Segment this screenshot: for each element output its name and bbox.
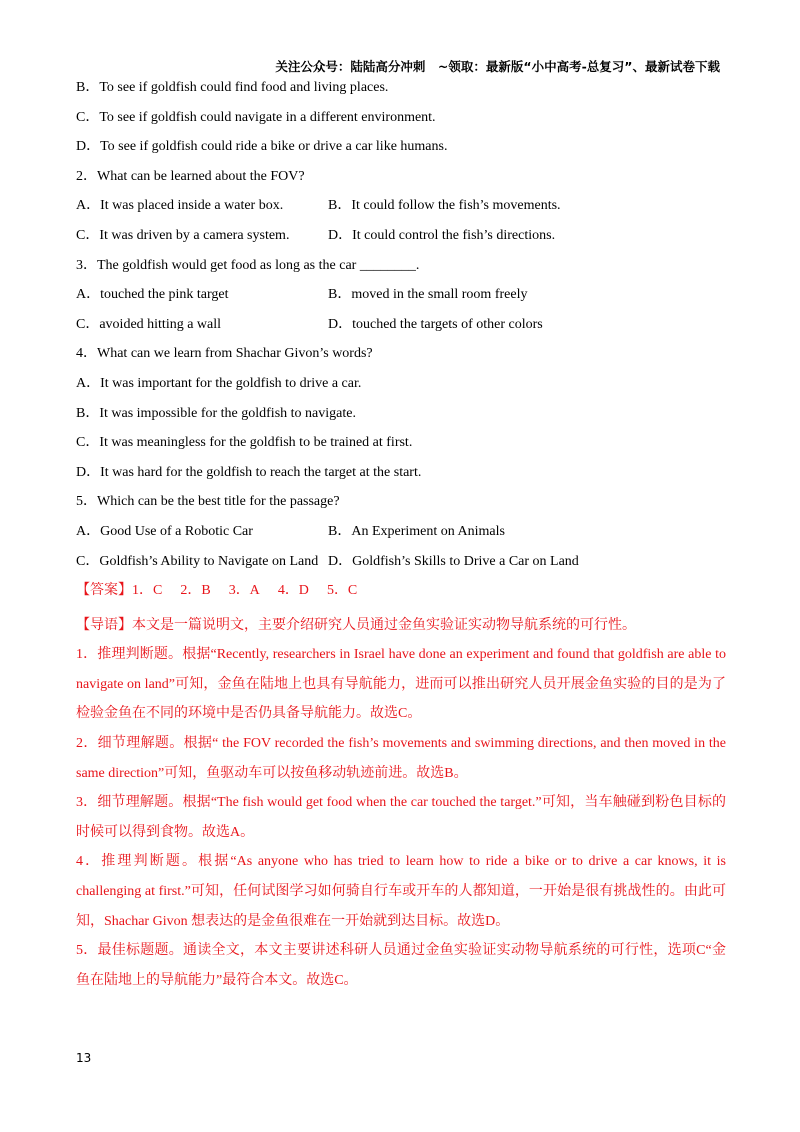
explanation-2: 2．细节理解题。根据“ the FOV recorded the fish’s movements and swimming directions, and then moved in the same direction”可知，鱼驱动车可以按鱼移动轨迹前进。故选B。 <box>76 736 726 781</box>
answer-item: 5．C <box>326 583 358 599</box>
explanation-3: 3．细节理解题。根据“The fish would get food when the car touched the target.”可知，当车触碰到粉色目标的时候可以得到食物。故选A。 <box>76 795 726 840</box>
answer-line <box>76 581 726 611</box>
q2-option-a: A．It was placed inside a water box. <box>76 198 284 214</box>
q4-option-d: D．It was hard for the goldfish to reach the target at the start. <box>76 464 422 480</box>
q2-options-row-1 <box>76 196 726 226</box>
q3-stem: 3．The goldfish would get food as long as the car ________. <box>76 257 420 273</box>
q5-option-b: B．An Experiment on Animals <box>328 523 505 539</box>
q3-options-row-1 <box>76 285 726 315</box>
q5-option-a: A．Good Use of a Robotic Car <box>76 523 253 539</box>
q1-option-b: B．To see if goldfish could find food and living places. <box>76 80 389 95</box>
q3-options-row-2 <box>76 315 726 345</box>
q1-option-c: C．To see if goldfish could navigate in a different environment. <box>76 109 436 125</box>
answer-item: 1．C <box>132 583 163 599</box>
q5-option-d: D．Goldfish’s Skills to Drive a Car on Land <box>328 553 579 569</box>
q4-stem: 4．What can we learn from Shachar Givon’s words? <box>76 346 373 362</box>
intro-paragraph: 【导语】本文是一篇说明文，主要介绍研究人员通过金鱼实验证实动物导航系统的可行性。 <box>76 617 636 633</box>
page-number: 13 <box>76 1051 92 1065</box>
q5-stem: 5．Which can be the best title for the passage? <box>76 494 340 510</box>
q2-option-c: C．It was driven by a camera system. <box>76 227 290 243</box>
q2-options-row-2 <box>76 226 726 256</box>
explanation-block <box>76 611 726 996</box>
q5-options-row-1 <box>76 522 726 552</box>
explanation-4: 4．推理判断题。根据“As anyone who has tried to learn how to ride a bike or to drive a car knows, it is challenging at first.”可知，任何试图学习如何骑自行车或开车的人都知道，一开始是很有挑战性的。由此可知，Shachar Givon 想表达的是金鱼很难在一开始就到达目标。故选D。 <box>76 854 726 929</box>
q4-option-c: C．It was meaningless for the goldfish to be trained at first. <box>76 435 413 451</box>
q5-options-row-2 <box>76 552 726 582</box>
q2-stem: 2．What can be learned about the FOV? <box>76 168 305 184</box>
q3-option-b: B．moved in the small room freely <box>328 287 528 303</box>
q2-option-d: D．It could control the fish’s directions. <box>328 227 556 243</box>
q4-option-a: A．It was important for the goldfish to drive a car. <box>76 375 362 391</box>
q4-option-b: B．It was impossible for the goldfish to navigate. <box>76 405 356 421</box>
q1-option-d: D．To see if goldfish could ride a bike or drive a car like humans. <box>76 139 448 155</box>
answer-label: 【答案】 <box>76 583 132 599</box>
answer-item: 3．A <box>228 583 260 599</box>
answer-item: 2．B <box>180 583 211 599</box>
page-header: 关注公众号：陆陆高分冲刺 ~领取：最新版“小中高考-总复习”、最新试卷下载 <box>275 59 720 74</box>
explanation-5: 5．最佳标题题。通读全文，本文主要讲述科研人员通过金鱼实验证实动物导航系统的可行性，选项C“金鱼在陆地上的导航能力”最符合本文。故选C。 <box>76 943 726 988</box>
document-body <box>76 78 726 995</box>
answer-item: 4．D <box>277 583 309 599</box>
q3-option-c: C．avoided hitting a wall <box>76 316 222 332</box>
q3-option-a: A．touched the pink target <box>76 287 229 303</box>
q3-option-d: D．touched the targets of other colors <box>328 316 543 332</box>
explanation-1: 1．推理判断题。根据“Recently, researchers in Israel have done an experiment and found that goldfish are able to navigate on land”可知，金鱼在陆地上也具有导航能力，进而可以推出研究人员开展金鱼实验的目的是为了检验金鱼在不同的环境中是否仍具备导航能力。故选C。 <box>76 647 726 722</box>
q5-option-c: C．Goldfish’s Ability to Navigate on Land <box>76 553 319 569</box>
q2-option-b: B．It could follow the fish’s movements. <box>328 198 561 214</box>
